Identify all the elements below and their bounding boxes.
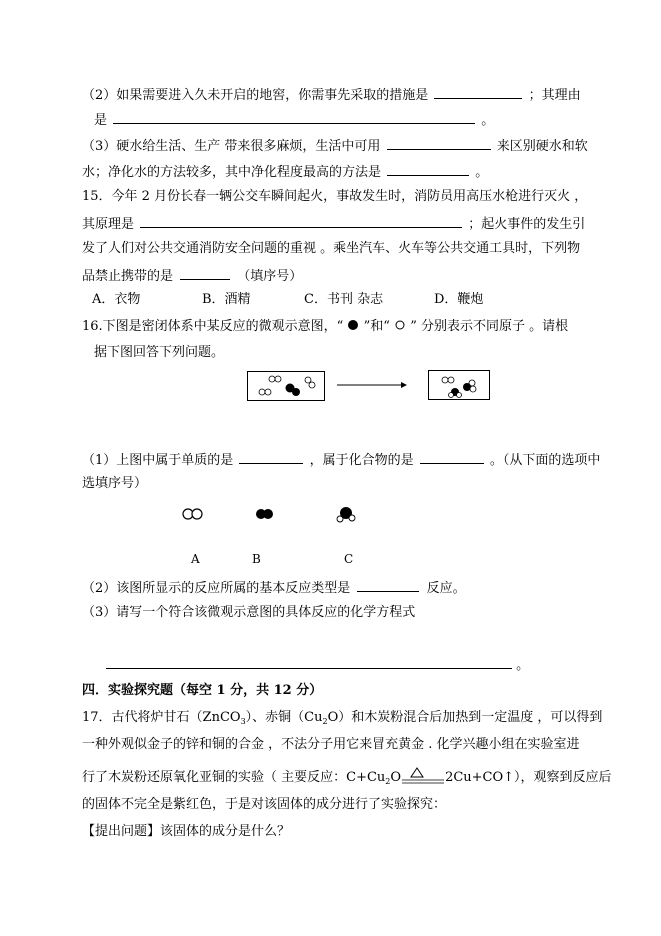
- q17-line1: [82, 710, 602, 730]
- option-label-b: B: [252, 552, 261, 566]
- q14-part2-text-a: （2）如果需要进入久未开启的地窖，你需事先采取的措施是: [82, 88, 429, 103]
- q14-part3-line2: [82, 163, 488, 181]
- molecule-a-icon: [180, 506, 206, 522]
- q17-text-d: 行了木炭粉还原氧化亚铜的实验（ 主要反应：C+Cu: [82, 770, 386, 785]
- q17-line4: 的固体不完全是紫红色，于是对该固体的成分进行了实验探究：: [82, 797, 447, 812]
- q15-option-a: A．衣物: [92, 292, 141, 307]
- q16-part3-answer-line: [106, 656, 529, 674]
- q17-text-f: 2Cu+CO↑），观察到反应后: [445, 770, 612, 785]
- q15-text-b: ；起火事件的发生引: [468, 217, 586, 232]
- q17-sub-2a: 2: [322, 717, 328, 726]
- q15-line3: 发了人们对公共交通消防安全问题的重视 。乘坐汽车、火车等公共交通工具时，下列物: [82, 241, 581, 256]
- reaction-arrow-icon: [337, 380, 407, 390]
- q16-line1: [82, 319, 568, 335]
- reactant-box: [247, 371, 325, 401]
- q15-blank-principle[interactable]: [140, 215, 462, 228]
- q17-text-a: 17．古代将炉甘石（ZnCO: [82, 710, 241, 725]
- q17-text-e: O: [390, 770, 402, 785]
- q17-sub-3: 3: [240, 717, 246, 726]
- q16-blank-reaction-type[interactable]: [357, 579, 419, 592]
- q17-text-b: ）、赤铜（Cu: [245, 710, 323, 725]
- q16-text-c: ” 分别表示不同原子 。请根: [410, 319, 569, 334]
- q16-part1-line1: [82, 451, 600, 469]
- q14-part3-text-b: 来区别硬水和软: [496, 139, 588, 154]
- q17-text-c: O）和木炭粉混合后加热到一定温度 ，可以得到: [327, 710, 603, 725]
- q14-part2-end: 。: [481, 113, 495, 128]
- q17-sub-2b: 2: [385, 777, 391, 786]
- q15-blank-forbidden[interactable]: [180, 267, 230, 280]
- option-label-a: A: [191, 552, 200, 566]
- q14-part3-blank-method[interactable]: [387, 163, 469, 176]
- q16-part2-text-b: 反应。: [426, 581, 466, 596]
- q15-option-b: B．酒精: [202, 292, 251, 307]
- product-box: [428, 370, 490, 400]
- q14-part2-blank-reason[interactable]: [113, 111, 475, 124]
- section-4-title: 四．实验探究题（每空 1 分，共 12 分）: [82, 683, 323, 698]
- q16-part3-line: （3）请写一个符合该微观示意图的具体反应的化学方程式: [82, 605, 416, 620]
- q17-line2: 一种外观似金子的锌和铜的合金 ，不法分子用它来冒充黄金 . 化学兴趣小组在实验室进: [82, 737, 580, 752]
- q14-part3-end: 。: [475, 165, 489, 180]
- q14-part3-line1: [82, 137, 588, 155]
- q14-part2-line2: [94, 111, 494, 129]
- q14-part3-text-c: 水；净化水的方法较多，其中净化程度最高的方法是: [82, 165, 382, 180]
- product-molecules: [429, 371, 489, 399]
- q15-text-c: 品禁止携带的是: [82, 269, 174, 284]
- option-label-c: C: [344, 552, 354, 566]
- q16-part2-text-a: （2）该图所显示的反应所属的基本反应类型是: [82, 581, 351, 596]
- q15-text-d: （填序号）: [237, 269, 303, 284]
- q16-part1-text-c: 。（从下面的选项中: [489, 453, 601, 468]
- q16-part2-line: [82, 579, 466, 597]
- molecule-b-icon: [253, 506, 277, 522]
- q15-option-c: C．书刊 杂志: [304, 292, 384, 307]
- q15-line4: [82, 267, 302, 285]
- q16-part1-text-a: （1）上图中属于单质的是: [82, 453, 234, 468]
- molecule-c-icon: [334, 504, 360, 524]
- q16-part1-text-b: ，属于化合物的是: [309, 453, 414, 468]
- q16-blank-equation[interactable]: [106, 656, 512, 669]
- q16-line2: 据下图回答下列问题。: [94, 345, 225, 360]
- heat-condition-icon: [401, 767, 445, 785]
- q14-part3-blank-test[interactable]: [387, 137, 491, 150]
- q14-part2-text-c: 是: [94, 113, 108, 128]
- q15-text-a: 其原理是: [82, 217, 135, 232]
- q15-line2: [82, 215, 585, 233]
- q16-text-a: 16.下图是密闭体系中某反应的微观示意图，“: [82, 319, 344, 334]
- reactant-molecules: [248, 372, 324, 400]
- q17-line5: 【提出问题】该固体的成分是什么？: [82, 824, 291, 839]
- q14-part2-blank-measure[interactable]: [434, 86, 522, 99]
- q16-part3-end: 。: [516, 658, 530, 673]
- q14-part2-line1: [82, 86, 581, 104]
- q16-part1-line2: 选填序号）: [82, 476, 148, 491]
- q16-blank-compound[interactable]: [420, 451, 484, 464]
- q15-line1: 15．今年 2 月份长春一辆公交车瞬间起火，事故发生时，消防员用高压水枪进行灭火 ，: [82, 189, 588, 204]
- q16-blank-element[interactable]: [239, 451, 303, 464]
- q16-text-b: ”和“: [363, 319, 390, 334]
- white-atom-icon: [394, 319, 406, 331]
- q14-part3-text-a: （3）硬水给生活、生产 带来很多麻烦，生活中可用: [82, 139, 381, 154]
- q17-line3: [82, 767, 612, 790]
- q14-part2-text-b: ；其理由: [528, 88, 581, 103]
- black-atom-icon: [347, 319, 359, 331]
- q15-option-d: D．鞭炮: [434, 292, 484, 307]
